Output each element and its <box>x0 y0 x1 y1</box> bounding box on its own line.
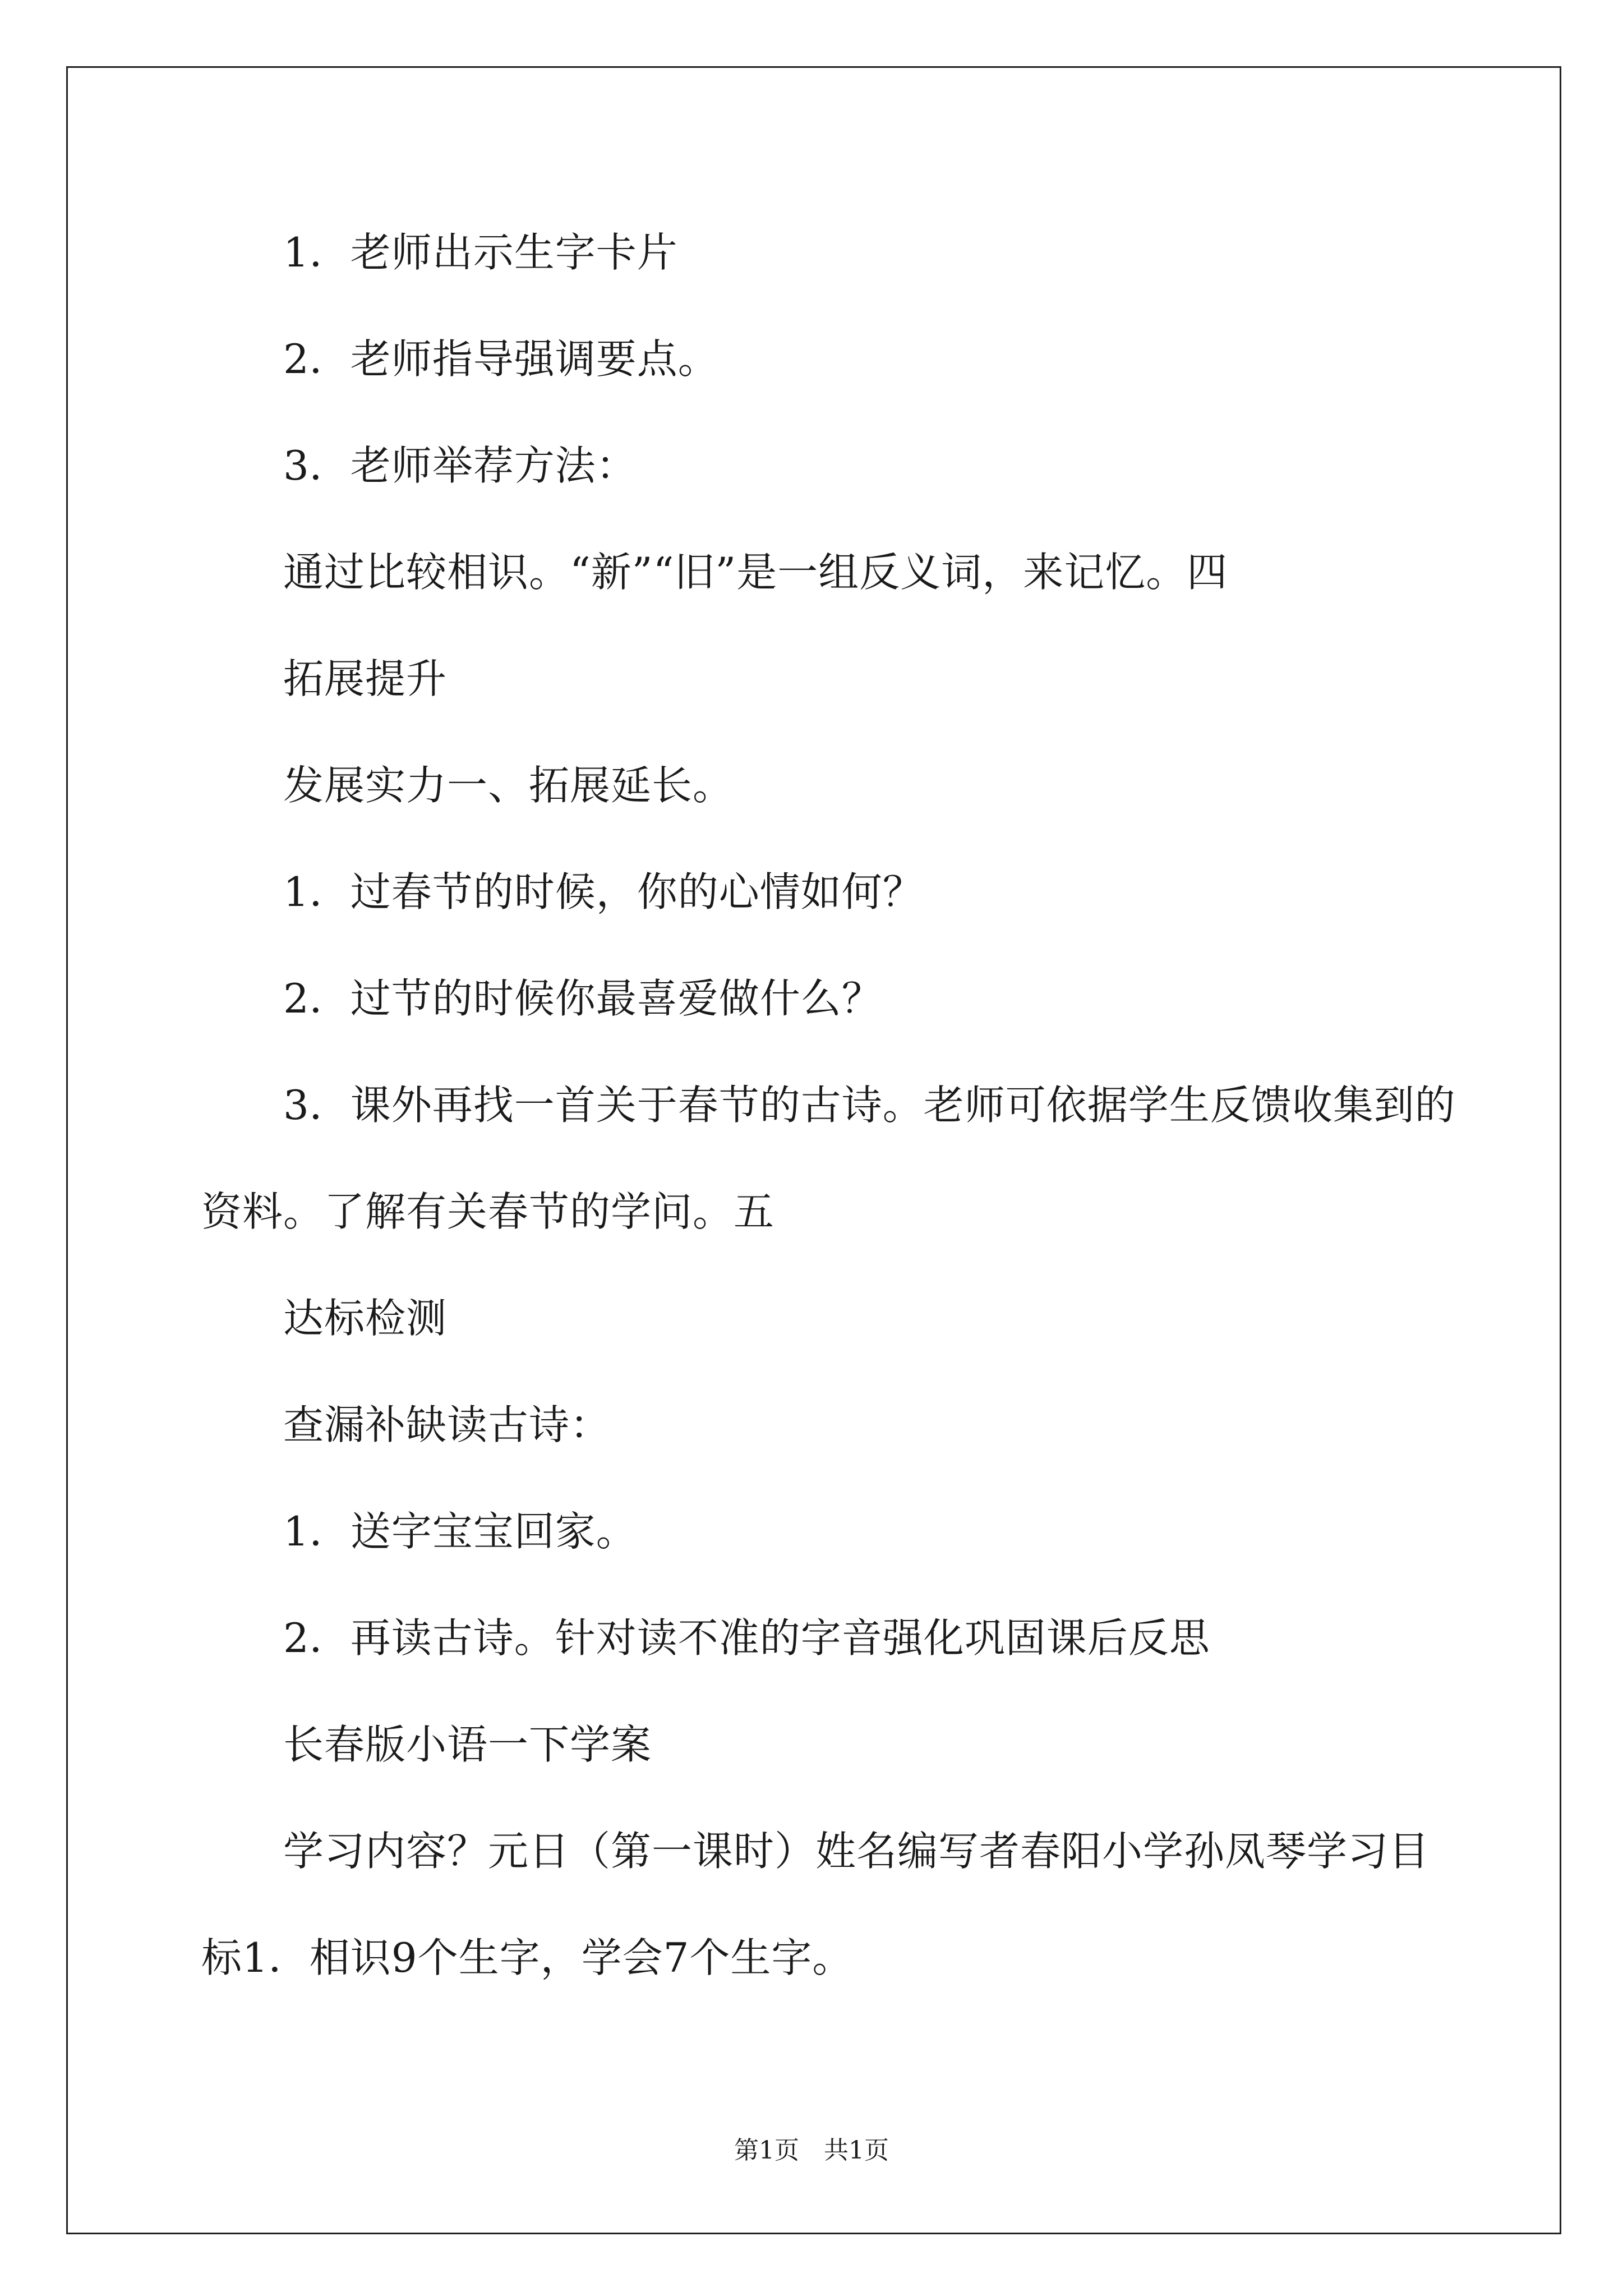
document-body <box>201 199 1491 2011</box>
text-line-continuation: 资料。了解有关春节的学问。五 <box>201 1188 775 1235</box>
text-line: 3．老师举荐方法： <box>283 442 637 489</box>
text-line: 查漏补缺读古诗： <box>283 1401 611 1448</box>
section-heading: 达标检测 <box>283 1295 448 1342</box>
page-footer: 第1页 共1页 <box>734 2136 889 2165</box>
text-line: 2．老师指导强调要点。 <box>283 335 719 383</box>
text-line: 2．过节的时候你最喜爱做什么？ <box>283 975 883 1022</box>
section-heading: 长春版小语一下学案 <box>283 1721 652 1768</box>
text-line: 1．送字宝宝回家。 <box>283 1508 637 1555</box>
text-line: 1．老师出示生字卡片 <box>283 229 678 276</box>
text-line: 发展实力一、拓展延长。 <box>283 762 734 809</box>
text-line: 3．课外再找一首关于春节的古诗。老师可依据学生反馈收集到的 <box>283 1082 1456 1129</box>
text-line: 2．再读古诗。针对读不准的字音强化巩固课后反思 <box>283 1614 1210 1662</box>
text-line: 学习内容？元日（第一课时）姓名编写者春阳小学孙凤琴学习目 <box>283 1828 1430 1875</box>
section-heading: 拓展提升 <box>283 655 448 702</box>
text-line: 通过比较相识。“新”“旧”是一组反义词，来记忆。四 <box>283 549 1228 596</box>
text-line-continuation: 标1．相识9个生字，学会7个生字。 <box>201 1934 854 1981</box>
text-line: 1．过春节的时候，你的心情如何？ <box>283 868 924 915</box>
